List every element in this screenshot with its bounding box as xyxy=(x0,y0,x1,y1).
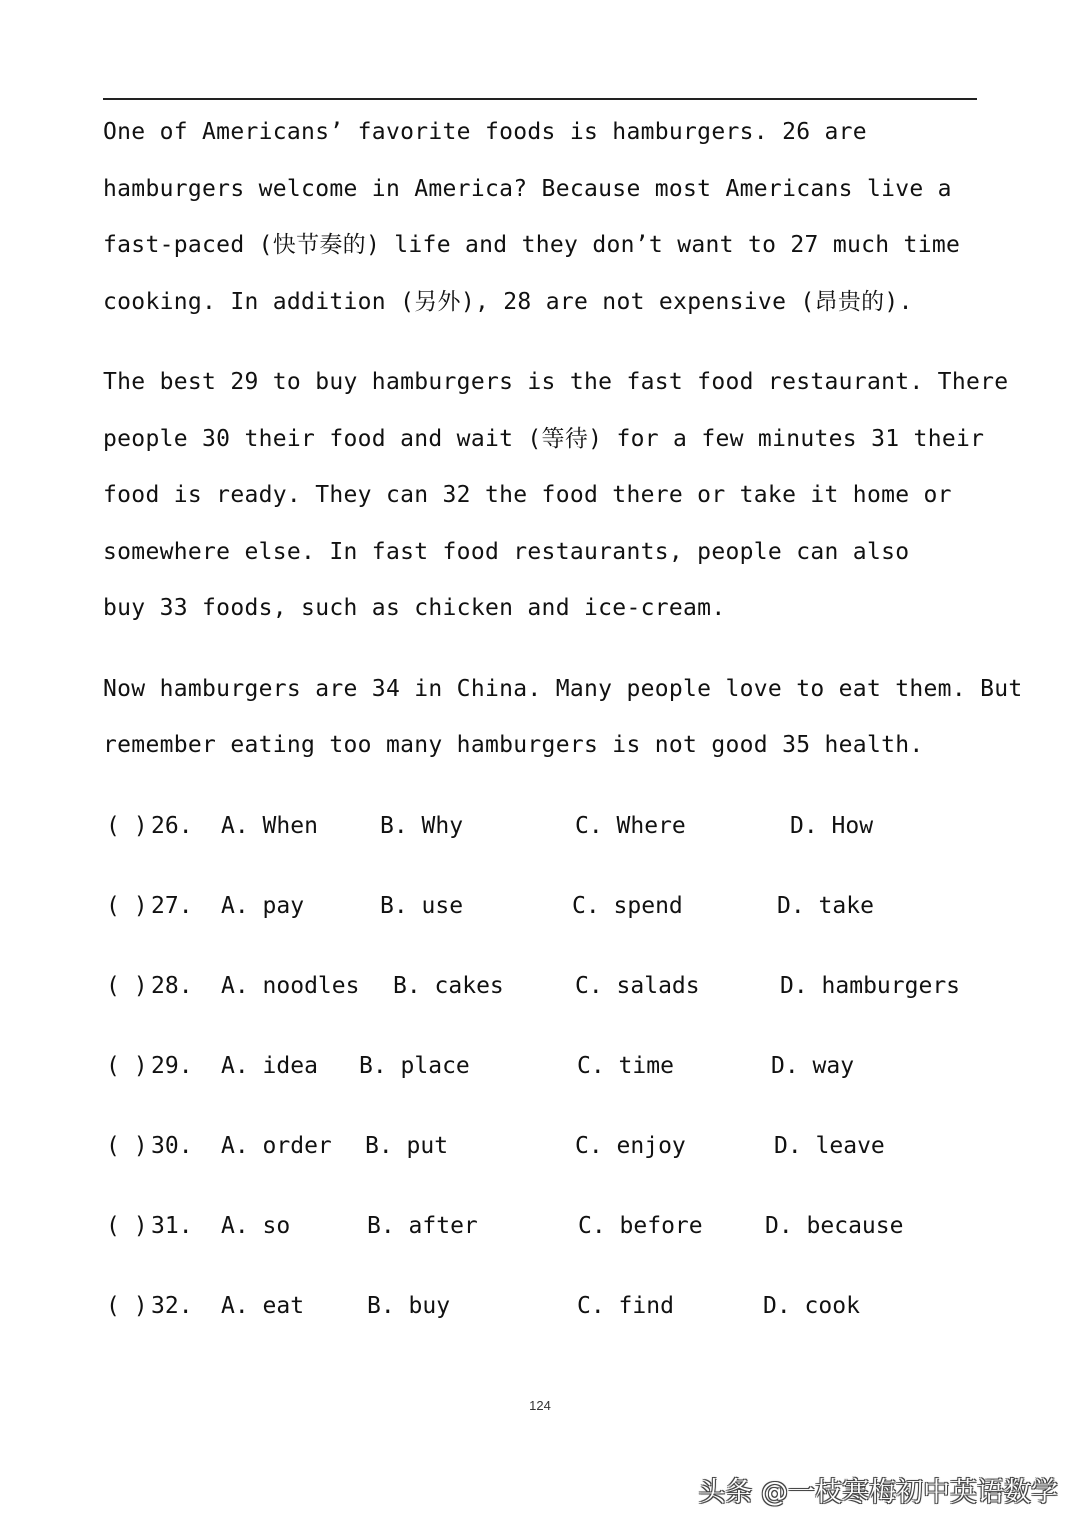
option-d: D. hamburgers xyxy=(780,973,961,999)
option-d: D. take xyxy=(777,893,874,919)
option-a: A. noodles xyxy=(221,973,360,999)
option-b: B. buy xyxy=(367,1293,451,1319)
option-b: B. Why xyxy=(380,813,464,839)
option-a: A. pay xyxy=(221,893,305,919)
option-c: C. salads xyxy=(575,973,700,999)
option-a: A. When xyxy=(221,813,318,839)
option-d: D. because xyxy=(765,1213,904,1239)
question-number: 32. xyxy=(151,1293,193,1319)
answer-blank[interactable]: ( ) xyxy=(106,813,148,839)
question-number: 30. xyxy=(151,1133,193,1159)
answer-blank[interactable]: ( ) xyxy=(106,973,148,999)
answer-blank[interactable]: ( ) xyxy=(106,1213,148,1239)
page-number: 124 xyxy=(529,1398,551,1413)
question-number: 31. xyxy=(151,1213,193,1239)
question-30 xyxy=(103,1130,1003,1162)
passage-line: buy 33 foods, such as chicken and ice-cream. xyxy=(103,595,726,621)
passage-line: people 30 their food and wait (等待) for a few minutes 31 their xyxy=(103,426,985,452)
option-a: A. so xyxy=(221,1213,291,1239)
question-31 xyxy=(103,1210,1003,1242)
option-d: D. way xyxy=(771,1053,855,1079)
option-d: D. How xyxy=(790,813,874,839)
question-number: 27. xyxy=(151,893,193,919)
passage-line: somewhere else. In fast food restaurants, people can also xyxy=(103,539,910,565)
passage-line: cooking. In addition (另外), 28 are not expensive (昂贵的). xyxy=(103,289,913,315)
option-c: C. find xyxy=(577,1293,674,1319)
option-c: C. spend xyxy=(572,893,683,919)
option-c: C. before xyxy=(578,1213,703,1239)
option-b: B. use xyxy=(380,893,464,919)
watermark-text: 头条 @一枝寒梅初中英语数学 xyxy=(698,1477,1058,1508)
question-29 xyxy=(103,1050,1003,1082)
option-d: D. cook xyxy=(763,1293,860,1319)
question-26 xyxy=(103,810,1003,842)
passage-line: The best 29 to buy hamburgers is the fast food restaurant. There xyxy=(103,369,1009,395)
option-a: A. idea xyxy=(221,1053,318,1079)
option-c: C. time xyxy=(577,1053,674,1079)
passage-line: remember eating too many hamburgers is not good 35 health. xyxy=(103,732,924,758)
answer-blank[interactable]: ( ) xyxy=(106,1293,148,1319)
question-number: 26. xyxy=(151,813,193,839)
question-number: 28. xyxy=(151,973,193,999)
question-28 xyxy=(103,970,1003,1002)
question-32 xyxy=(103,1290,1003,1322)
answer-blank[interactable]: ( ) xyxy=(106,893,148,919)
question-number: 29. xyxy=(151,1053,193,1079)
passage-line: hamburgers welcome in America? Because most Americans live a xyxy=(103,176,952,202)
option-a: A. eat xyxy=(221,1293,305,1319)
answer-blank[interactable]: ( ) xyxy=(106,1053,148,1079)
option-c: C. enjoy xyxy=(575,1133,686,1159)
passage-line: Now hamburgers are 34 in China. Many people love to eat them. But xyxy=(103,676,1023,702)
option-b: B. cakes xyxy=(393,973,504,999)
passage-line: fast-paced (快节奏的) life and they don’t want to 27 much time xyxy=(103,232,961,258)
option-b: B. place xyxy=(359,1053,470,1079)
option-d: D. leave xyxy=(774,1133,885,1159)
option-b: B. put xyxy=(365,1133,449,1159)
option-a: A. order xyxy=(221,1133,332,1159)
question-27 xyxy=(103,890,1003,922)
option-c: C. Where xyxy=(575,813,686,839)
passage-line: food is ready. They can 32 the food there or take it home or xyxy=(103,482,952,508)
top-rule xyxy=(103,98,977,100)
passage-line: One of Americans’ favorite foods is hamburgers. 26 are xyxy=(103,119,867,145)
option-b: B. after xyxy=(367,1213,478,1239)
answer-blank[interactable]: ( ) xyxy=(106,1133,148,1159)
